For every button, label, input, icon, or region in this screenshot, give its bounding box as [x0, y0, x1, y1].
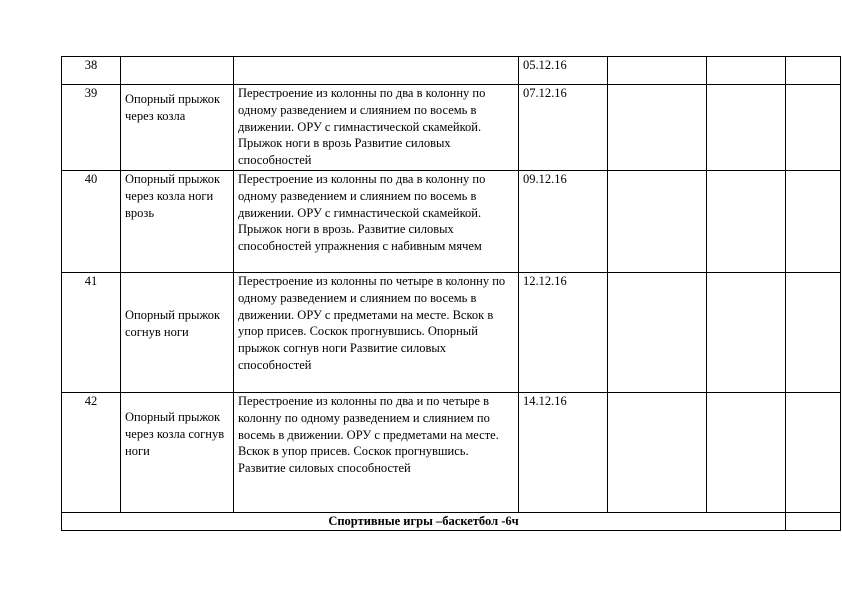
lesson-number: 42 — [62, 393, 121, 513]
empty-cell — [786, 171, 841, 273]
table-row — [62, 393, 841, 513]
lesson-number: 41 — [62, 273, 121, 393]
empty-cell — [786, 273, 841, 393]
table-row — [62, 85, 841, 171]
lesson-content: Перестроение из колонны по два и по четыре в колонну по одному разведением и слиянием по восемь в движении. ОРУ с предметами на месте. Вскок в упор присев. Соскок прогнувшись. Развитие силовых способностей — [234, 393, 519, 513]
empty-cell — [707, 273, 786, 393]
lesson-topic — [121, 57, 234, 85]
empty-cell — [608, 273, 707, 393]
lesson-date: 05.12.16 — [519, 57, 608, 85]
empty-cell — [786, 393, 841, 513]
table-row — [62, 171, 841, 273]
section-row — [62, 513, 841, 531]
lesson-date: 14.12.16 — [519, 393, 608, 513]
lesson-content: Перестроение из колонны по два в колонну по одному разведением и слиянием по восемь в движении. ОРУ с гимнастической скамейкой. Прыжок ноги в врозь. Развитие силовых способностей упражнения с набивным мячем — [234, 171, 519, 273]
empty-cell — [707, 393, 786, 513]
lesson-topic: Опорный прыжок через козла — [121, 85, 234, 171]
empty-cell — [786, 85, 841, 171]
lesson-content: Перестроение из колонны по два в колонну по одному разведением и слиянием по восемь в движении. ОРУ с гимнастической скамейкой. Прыжок ноги в врозь Развитие силовых способностей — [234, 85, 519, 171]
empty-cell — [707, 57, 786, 85]
lesson-date: 07.12.16 — [519, 85, 608, 171]
lesson-content: Перестроение из колонны по четыре в колонну по одному разведением и слиянием по восемь в движении. ОРУ с предметами на месте. Вскок в упор присев. Соскок прогнувшись. Опорный прыжок согнув ноги Развитие силовых способностей — [234, 273, 519, 393]
lesson-number: 39 — [62, 85, 121, 171]
empty-cell — [786, 57, 841, 85]
lesson-content — [234, 57, 519, 85]
empty-cell — [707, 85, 786, 171]
lesson-date: 09.12.16 — [519, 171, 608, 273]
lesson-topic: Опорный прыжок согнув ноги — [121, 273, 234, 393]
empty-cell — [608, 393, 707, 513]
empty-cell — [786, 513, 841, 531]
lesson-date: 12.12.16 — [519, 273, 608, 393]
lesson-topic: Опорный прыжок через козла согнув ноги — [121, 393, 234, 513]
table-row — [62, 273, 841, 393]
empty-cell — [608, 57, 707, 85]
lesson-topic: Опорный прыжок через козла ноги врозь — [121, 171, 234, 273]
section-title: Спортивные игры –баскетбол -6ч — [62, 513, 786, 531]
lesson-plan-table — [61, 56, 841, 531]
table-row — [62, 57, 841, 85]
lesson-number: 40 — [62, 171, 121, 273]
empty-cell — [707, 171, 786, 273]
lesson-number: 38 — [62, 57, 121, 85]
empty-cell — [608, 171, 707, 273]
empty-cell — [608, 85, 707, 171]
